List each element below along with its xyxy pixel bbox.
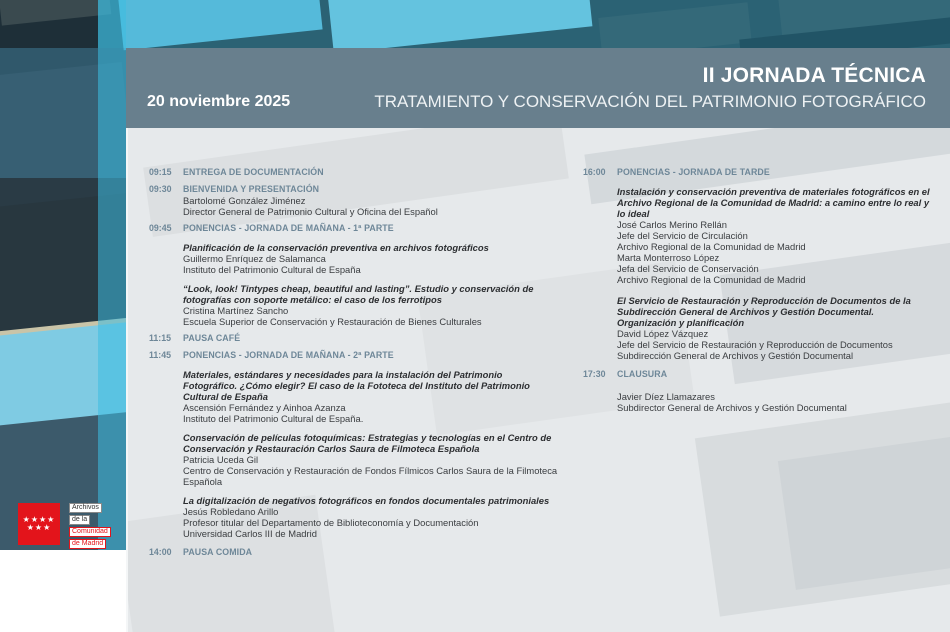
entry-heading: PONENCIAS - JORNADA DE TARDE bbox=[617, 167, 770, 177]
program-right-column bbox=[583, 167, 933, 419]
entry-heading: PONENCIAS - JORNADA DE MAÑANA - 2ª PARTE bbox=[183, 350, 394, 360]
logo-wordmark bbox=[69, 503, 111, 551]
schedule-entry bbox=[583, 369, 933, 413]
entry-heading: CLAUSURA bbox=[617, 369, 668, 379]
talk bbox=[183, 283, 559, 327]
talk-title: Conservación de películas fotoquímicas: Estrategias y tecnologías en el Centro de Conservación y Restauración Carlos Saura de Filmoteca Española bbox=[183, 432, 552, 454]
entry-heading: ENTREGA DE DOCUMENTACIÓN bbox=[183, 167, 324, 177]
talk bbox=[183, 495, 559, 539]
speaker-name: Javier Díez Llamazares bbox=[617, 391, 715, 402]
speaker-affiliation: Universidad Carlos III de Madrid bbox=[183, 528, 317, 539]
program-left-column bbox=[149, 167, 559, 564]
speaker-role: Jefe del Servicio de Circulación bbox=[617, 230, 748, 241]
schedule-entry bbox=[149, 184, 559, 217]
entry-time: 16:00 bbox=[583, 167, 606, 177]
talk bbox=[183, 432, 559, 487]
speaker-name: Marta Monterroso López bbox=[617, 252, 720, 263]
entry-time: 14:00 bbox=[149, 547, 172, 557]
header-banner bbox=[126, 48, 950, 128]
talk-title: Planificación de la conservación preventiva en archivos fotográficos bbox=[183, 242, 489, 253]
speaker-affiliation: Centro de Conservación y Restauración de Fondos Fílmicos Carlos Saura de la Filmoteca Española bbox=[183, 465, 558, 487]
speaker-name: David López Vázquez bbox=[617, 328, 709, 339]
logo-word: Archivos bbox=[69, 503, 102, 513]
entry-time: 11:45 bbox=[149, 350, 172, 360]
madrid-stars-icon bbox=[18, 503, 60, 545]
comunidad-madrid-archivos-logo bbox=[18, 503, 111, 551]
speaker-name: José Carlos Merino Rellán bbox=[617, 219, 727, 230]
entry-time: 17:30 bbox=[583, 369, 606, 379]
speaker-name: Cristina Martínez Sancho bbox=[183, 305, 289, 316]
logo-word: de Madrid bbox=[69, 539, 106, 549]
event-title: II JORNADA TÉCNICA bbox=[702, 64, 926, 87]
speaker-affiliation: Instituto del Patrimonio Cultural de España. bbox=[183, 413, 364, 424]
closing-speaker bbox=[617, 391, 933, 413]
entry-heading: PAUSA COMIDA bbox=[183, 547, 253, 557]
speaker-role: Jefa del Servicio de Conservación bbox=[617, 263, 759, 274]
speaker-role: Jefe del Servicio de Restauración y Reproducción de Documentos bbox=[617, 339, 893, 350]
event-subtitle: TRATAMIENTO Y CONSERVACIÓN DEL PATRIMONIO FOTOGRÁFICO bbox=[374, 92, 926, 111]
panel-edge bbox=[126, 128, 128, 632]
entry-time: 09:30 bbox=[149, 184, 172, 194]
talk bbox=[183, 369, 559, 424]
speaker-affiliation: Archivo Regional de la Comunidad de Madrid bbox=[617, 241, 806, 252]
logo-word: Comunidad bbox=[69, 527, 111, 537]
speaker-affiliation: Escuela Superior de Conservación y Restauración de Bienes Culturales bbox=[183, 316, 482, 327]
talk bbox=[183, 242, 559, 275]
talk bbox=[617, 295, 933, 361]
speaker-name: Jesús Robledano Arillo bbox=[183, 506, 279, 517]
stars-row-bottom: ★★★ bbox=[26, 523, 52, 532]
schedule-entry bbox=[149, 167, 559, 178]
cyan-overlay-top bbox=[98, 0, 950, 48]
speaker-affiliation: Instituto del Patrimonio Cultural de España bbox=[183, 264, 361, 275]
talk-title: Instalación y conservación preventiva de materiales fotográficos en el Archivo Regional de la Comunidad de Madrid: a camino entre lo real y lo ideal bbox=[617, 186, 930, 219]
schedule-entry bbox=[149, 333, 559, 344]
white-corner bbox=[0, 550, 126, 632]
speaker-name: Ascensión Fernández y Ainhoa Azanza bbox=[183, 402, 346, 413]
entry-time: 09:15 bbox=[149, 167, 172, 177]
speaker-affiliation: Subdirección General de Archivos y Gestión Documental bbox=[617, 350, 854, 361]
cyan-overlay-strip bbox=[98, 0, 126, 550]
event-date: 20 noviembre 2025 bbox=[147, 93, 291, 110]
schedule-entry bbox=[149, 350, 559, 539]
talk-title: Materiales, estándares y necesidades para la instalación del Patrimonio Fotográfico. ¿Cómo elegir? El caso de la Fototeca del Instituto del Patrimonio Cultural de España bbox=[183, 369, 530, 402]
schedule-entry bbox=[149, 223, 559, 327]
entry-time: 11:15 bbox=[149, 333, 172, 343]
entry-time: 09:45 bbox=[149, 223, 172, 233]
entry-heading: PAUSA CAFÉ bbox=[183, 333, 241, 343]
stars-row-top: ★★★★ bbox=[22, 515, 56, 524]
entry-heading: PONENCIAS - JORNADA DE MAÑANA - 1ª PARTE bbox=[183, 223, 394, 233]
speaker-name: Guillermo Enríquez de Salamanca bbox=[183, 253, 326, 264]
schedule-entry bbox=[149, 547, 559, 558]
talk-title: La digitalización de negativos fotográficos en fondos documentales patrimoniales bbox=[183, 495, 550, 506]
schedule-entry bbox=[583, 167, 933, 361]
talk-title: “Look, look! Tintypes cheap, beautiful and lasting”. Estudio y conservación de fotografías con soporte metálico: el caso de los ferrotipos bbox=[183, 283, 534, 305]
speaker-name: Patricia Uceda Gil bbox=[183, 454, 259, 465]
logo-word: de la bbox=[69, 515, 90, 525]
speaker-role: Subdirector General de Archivos y Gestión Documental bbox=[617, 402, 847, 413]
entry-heading: BIENVENIDA Y PRESENTACIÓN bbox=[183, 184, 320, 194]
speaker-role: Director General de Patrimonio Cultural y Oficina del Español bbox=[183, 206, 438, 217]
speaker-role: Profesor titular del Departamento de Biblioteconomía y Documentación bbox=[183, 517, 479, 528]
talk-title: El Servicio de Restauración y Reproducción de Documentos de la Subdirección General de Archivos y Gestión Documental. Organización y planificación bbox=[617, 295, 911, 328]
talk bbox=[617, 186, 933, 285]
speaker-affiliation: Archivo Regional de la Comunidad de Madrid bbox=[617, 274, 806, 285]
speaker-name: Bartolomé González Jiménez bbox=[183, 195, 306, 206]
